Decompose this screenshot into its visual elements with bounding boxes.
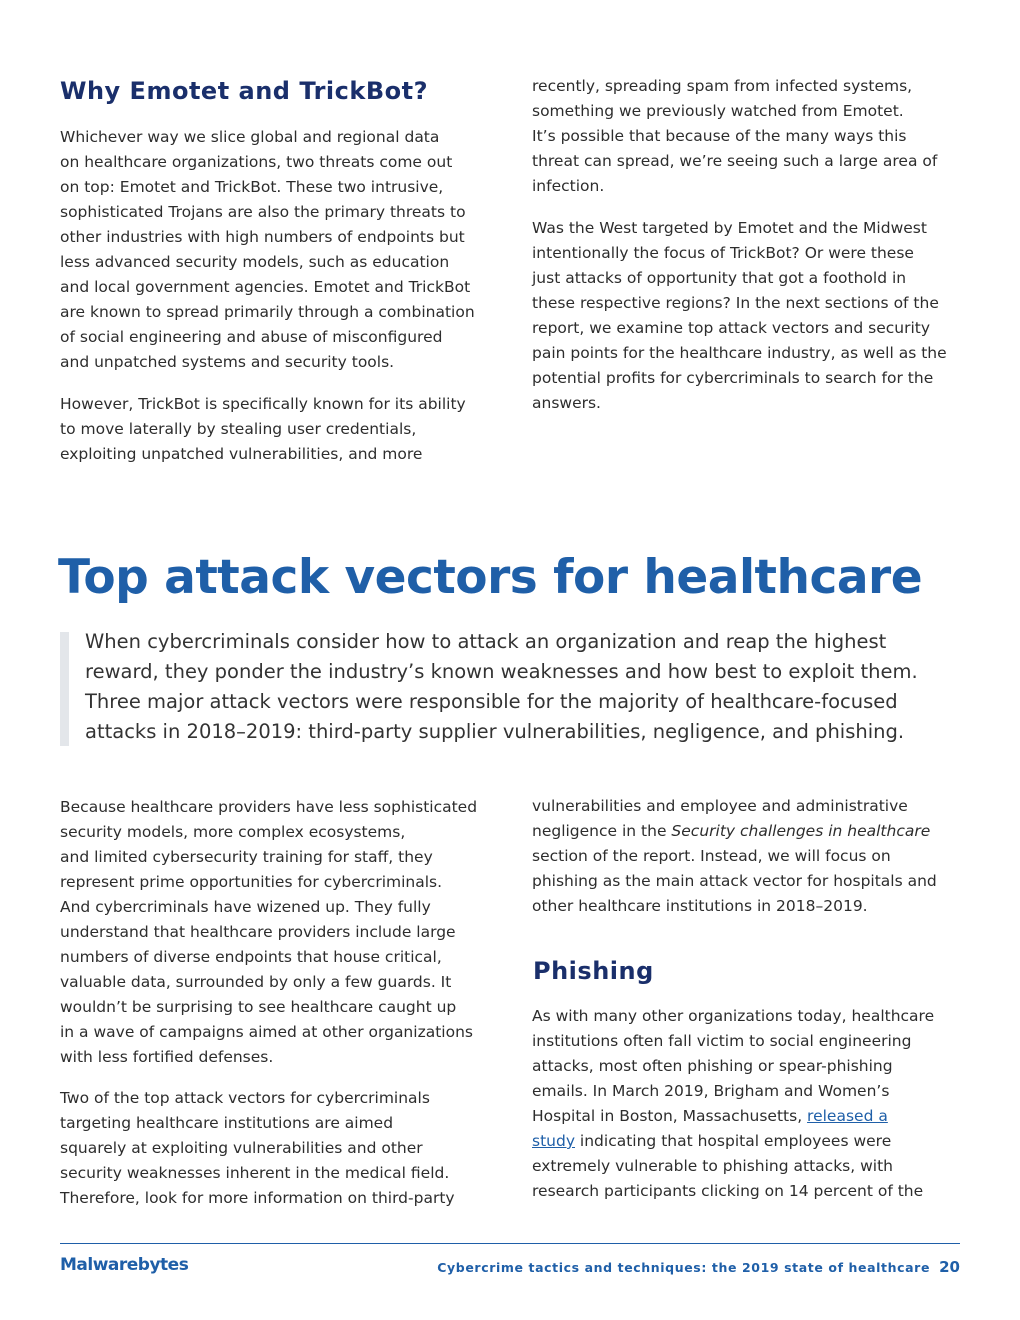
- footer-divider: [60, 1243, 960, 1244]
- report-title: Cybercrime tactics and techniques: the 2019 state of healthcare: [437, 1260, 931, 1275]
- paragraph: recently, spreading spam from infected systems, something we previously watched from Emotet. It’s possible that because of the many ways this threat can spread, we’re seeing such a large area of infection.: [532, 77, 938, 195]
- section-title-top-attack-vectors: Top attack vectors for healthcare: [58, 550, 923, 605]
- footer-title-bar: [437, 1257, 960, 1276]
- released-a-study-link[interactable]: study: [532, 1132, 575, 1150]
- paragraph: As with many other organizations today, healthcare institutions often fall victim to social engineering attacks, most often phishing or spear-phishing emails. In March 2019, Brigham and Women’s Hospital in Boston, Massachusetts, released a study indicating that hospital employees were extremely vulnerable to phishing attacks, with research participants clicking on 14 percent of the: [532, 1007, 935, 1200]
- paragraph: Because healthcare providers have less sophisticated security models, more complex ecosystems, and limited cybersecurity training for staff, they represent prime opportunities for cybercriminals. And cybercriminals have wizened up. They fully understand that healthcare providers include large numbers of diverse endpoints that house critical, valuable data, surrounded by only a few guards. It wouldn’t be surprising to see healthcare caught up in a wave of campaigns aimed at other organizations with less fortified defenses.: [60, 798, 478, 1066]
- paragraph: Whichever way we slice global and regional data on healthcare organizations, two threats come out on top: Emotet and TrickBot. These two intrusive, sophisticated Trojans are also the primary threats to other industries with high numbers of endpoints but less advanced security models, such as education and local government agencies. Emotet and TrickBot are known to spread primarily through a combination of social engineering and abuse of misconfigured and unpatched systems and security tools.: [60, 128, 475, 371]
- paragraph: Was the West targeted by Emotet and the Midwest intentionally the focus of TrickBot? Or were these just attacks of opportunity that got a foothold in these respective regions? In the next sections of the report, we examine top attack vectors and security pain points for the healthcare industry, as well as the potential profits for cybercriminals to search for the answers.: [532, 219, 947, 412]
- released-a-study-link[interactable]: released a: [807, 1107, 888, 1125]
- paragraph: vulnerabilities and employee and administrative negligence in the Security challenges in healthcare section of the report. Instead, we will focus on phishing as the main attack vector for hospitals and other healthcare institutions in 2018–2019.: [532, 797, 937, 915]
- section-heading-why-emotet: Why Emotet and TrickBot?: [60, 77, 429, 105]
- section-heading-phishing: Phishing: [533, 957, 654, 985]
- paragraph: However, TrickBot is specifically known for its ability to move laterally by stealing user credentials, exploiting unpatched vulnerabilities, and more: [60, 395, 466, 463]
- paragraph: Two of the top attack vectors for cybercriminals targeting healthcare institutions are aimed squarely at exploiting vulnerabilities and other security weaknesses inherent in the medical field. Therefore, look for more information on third-party: [60, 1089, 455, 1207]
- pullquote-bar: [60, 632, 69, 746]
- pullquote: When cybercriminals consider how to attack an organization and reap the highest reward, they ponder the industry’s known weaknesses and how best to exploit them. Three major attack vectors were responsible for the majority of healthcare-focused attacks in 2018–2019: third-party supplier vulnerabilities, negligence, and phishing.: [85, 630, 918, 743]
- page-number: 20: [939, 1258, 960, 1276]
- malwarebytes-logo: Malwarebytes: [60, 1255, 189, 1275]
